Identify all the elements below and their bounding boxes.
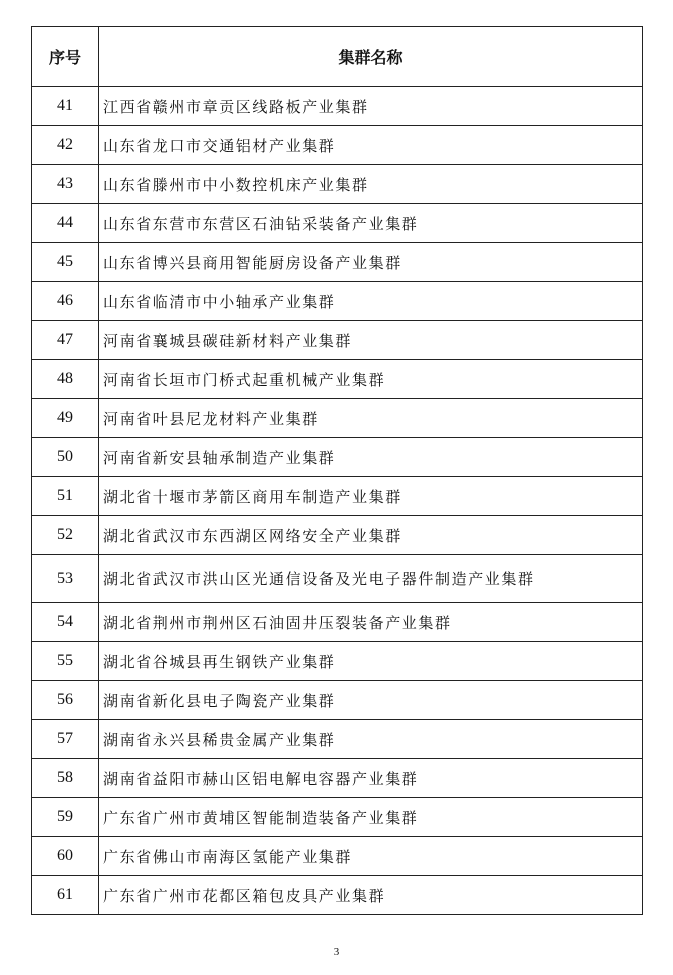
table-row	[32, 204, 643, 243]
table-row	[32, 165, 643, 204]
cluster-name-cell: 河南省新安县轴承制造产业集群	[99, 438, 643, 477]
table-row	[32, 438, 643, 477]
serial-number-cell: 52	[32, 516, 99, 555]
serial-number-cell: 60	[32, 837, 99, 876]
cluster-name-cell: 湖北省十堰市茅箭区商用车制造产业集群	[99, 477, 643, 516]
table-row	[32, 555, 643, 603]
table-row	[32, 477, 643, 516]
cluster-table	[31, 26, 643, 915]
serial-number-cell: 43	[32, 165, 99, 204]
serial-number-cell: 59	[32, 798, 99, 837]
serial-number-cell: 49	[32, 399, 99, 438]
table-row	[32, 360, 643, 399]
table-row	[32, 603, 643, 642]
table-row	[32, 798, 643, 837]
cluster-name-cell: 山东省东营市东营区石油钻采装备产业集群	[99, 204, 643, 243]
serial-number-cell: 51	[32, 477, 99, 516]
cluster-name-cell: 湖南省益阳市赫山区铝电解电容器产业集群	[99, 759, 643, 798]
serial-number-cell: 45	[32, 243, 99, 282]
header-serial-number: 序号	[32, 27, 99, 87]
cluster-name-cell: 湖北省武汉市洪山区光通信设备及光电子器件制造产业集群	[99, 555, 643, 603]
serial-number-cell: 54	[32, 603, 99, 642]
table-row	[32, 126, 643, 165]
cluster-name-cell: 湖南省新化县电子陶瓷产业集群	[99, 681, 643, 720]
cluster-name-cell: 湖北省谷城县再生钢铁产业集群	[99, 642, 643, 681]
header-cluster-name: 集群名称	[99, 27, 643, 87]
table-row	[32, 321, 643, 360]
table-row	[32, 399, 643, 438]
table-row	[32, 876, 643, 915]
page-number: 3	[333, 946, 340, 958]
cluster-name-cell: 河南省襄城县碳硅新材料产业集群	[99, 321, 643, 360]
table-row	[32, 282, 643, 321]
cluster-name-cell: 广东省广州市黄埔区智能制造装备产业集群	[99, 798, 643, 837]
cluster-name-cell: 广东省佛山市南海区氢能产业集群	[99, 837, 643, 876]
serial-number-cell: 42	[32, 126, 99, 165]
serial-number-cell: 56	[32, 681, 99, 720]
cluster-name-cell: 山东省临清市中小轴承产业集群	[99, 282, 643, 321]
serial-number-cell: 44	[32, 204, 99, 243]
serial-number-cell: 53	[32, 555, 99, 603]
serial-number-cell: 47	[32, 321, 99, 360]
table-header-row	[32, 27, 643, 87]
cluster-name-cell: 湖北省武汉市东西湖区网络安全产业集群	[99, 516, 643, 555]
cluster-name-cell: 河南省叶县尼龙材料产业集群	[99, 399, 643, 438]
cluster-name-cell: 江西省赣州市章贡区线路板产业集群	[99, 87, 643, 126]
serial-number-cell: 61	[32, 876, 99, 915]
cluster-name-cell: 山东省博兴县商用智能厨房设备产业集群	[99, 243, 643, 282]
cluster-name-cell: 山东省滕州市中小数控机床产业集群	[99, 165, 643, 204]
cluster-name-cell: 河南省长垣市门桥式起重机械产业集群	[99, 360, 643, 399]
cluster-name-cell: 山东省龙口市交通铝材产业集群	[99, 126, 643, 165]
cluster-name-cell: 广东省广州市花都区箱包皮具产业集群	[99, 876, 643, 915]
serial-number-cell: 55	[32, 642, 99, 681]
table-row	[32, 837, 643, 876]
serial-number-cell: 57	[32, 720, 99, 759]
table-row	[32, 642, 643, 681]
serial-number-cell: 46	[32, 282, 99, 321]
table-row	[32, 243, 643, 282]
table-row	[32, 759, 643, 798]
table-row	[32, 87, 643, 126]
serial-number-cell: 41	[32, 87, 99, 126]
table-row	[32, 516, 643, 555]
cluster-name-cell: 湖北省荆州市荆州区石油固井压裂装备产业集群	[99, 603, 643, 642]
serial-number-cell: 48	[32, 360, 99, 399]
cluster-name-cell: 湖南省永兴县稀贵金属产业集群	[99, 720, 643, 759]
table-row	[32, 681, 643, 720]
serial-number-cell: 58	[32, 759, 99, 798]
serial-number-cell: 50	[32, 438, 99, 477]
table-row	[32, 720, 643, 759]
